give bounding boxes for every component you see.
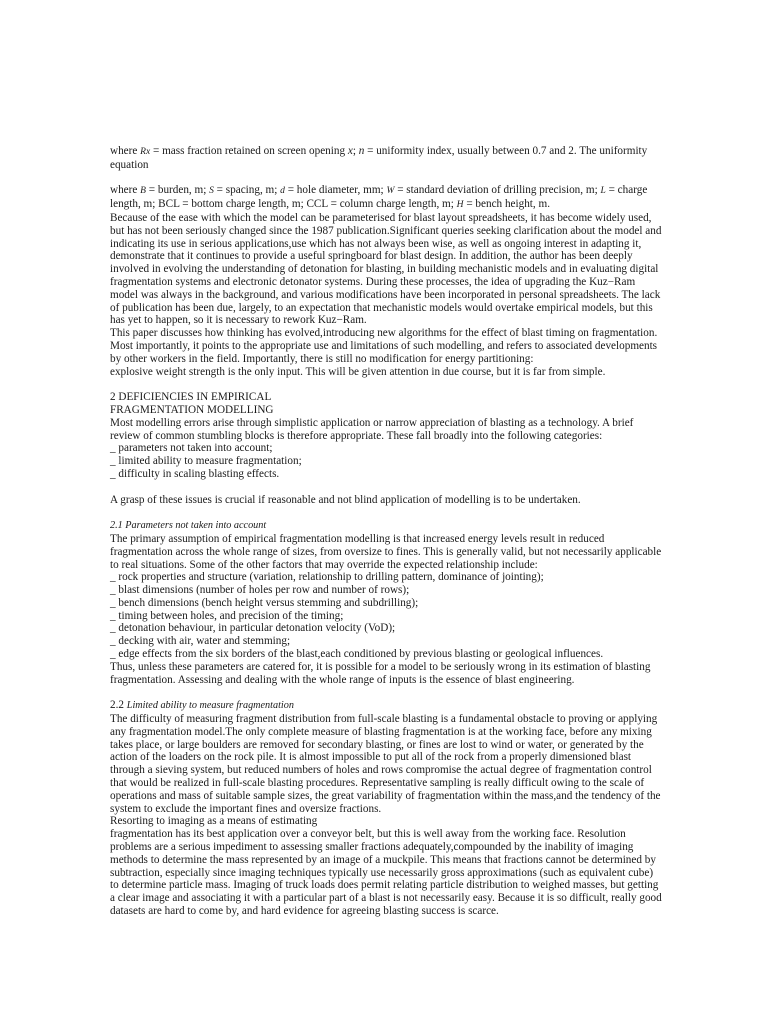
rx-definition: where Rx = mass fraction retained on screen opening x; n = uniformity index, usually between 0.7 and 2. The uniformity equation [110,145,648,171]
list-item: _ edge effects from the six borders of the blast,each conditioned by previous blasting or geological influences. [110,648,604,661]
section-2-2-heading: 2.2 Limited ability to measure fragmentation [110,699,294,712]
list-item: _ parameters not taken into account; [110,442,273,455]
section-2-2-paragraph-2: Resorting to imaging as a means of estimating [110,815,318,828]
section-2-2-paragraph-1: The difficulty of measuring fragment distribution from full-scale blasting is a fundamental obstacle to proving or applying any fragmentation model.The only complete measure of blasting fragmentation is at the working face, before any mixing takes place, or large boulders are removed for secondary blasting, or fines are lost to wind or water, or generated by the action of the loaders on the rock pile. It is almost impossible to put all of the rock from a properly dimensioned blast through a sieving system, but reduced numbers of holes and rows compromise the actual degree of fragmentation control that would be realized in full-scale blasting procedures. Representative sampling is really difficult owing to the scale of operations and mass of suitable sample sizes, the great variability of fragmentation within the mass,and the tendency of the system to exclude the important fines and oversize fractions. [110,713,661,815]
intro-paragraph-2: This paper discusses how thinking has evolved,introducing new algorithms for the effect of blast timing on fragmentation. Most importantly, it points to the appropriate use and limitations of such modelling, and refers to associated developments by other workers in the field. Importantly, there is still no modification for energy partitioning: [110,327,658,365]
list-item: _ difficulty in scaling blasting effects. [110,467,280,480]
section-2-list [110,442,662,480]
list-item: _ rock properties and structure (variation, relationship to drilling pattern, dominance of jointing); [110,571,544,584]
variable-definitions: where B = burden, m; S = spacing, m; d = hole diameter, mm; W = standard deviation of drilling precision, m; L = charge length, m; BCL = bottom charge length, m; CCL = column charge length, m; H = bench height, m. [110,184,648,211]
section-2-1-paragraph-2: Thus, unless these parameters are catered for, it is possible for a model to be seriously wrong in its estimation of blasting fragmentation. Assessing and dealing with the whole range of inputs is the essence of blast engineering. [110,660,651,686]
section-2-heading: 2 DEFICIENCIES IN EMPIRICAL FRAGMENTATION MODELLING [110,391,274,416]
section-2-1-heading: 2.1 Parameters not taken into account [110,520,267,532]
list-item: _ timing between holes, and precision of the timing; [110,609,344,622]
section-2-paragraph-2: A grasp of these issues is crucial if reasonable and not blind application of modelling is to be undertaken. [110,493,581,506]
list-item: _ detonation behaviour, in particular detonation velocity (VoD); [110,622,396,635]
section-2-1-paragraph-1: The primary assumption of empirical fragmentation modelling is that increased energy levels result in reduced fragmentation across the whole range of sizes, from oversize to fines. This is generally valid, but not necessarily applicable to real situations. Some of the other factors that may override the expected relationship include: [110,532,662,571]
intro-paragraph-1: Because of the ease with which the model can be parameterised for blast layout spreadsheets, it has become widely used, but has not been seriously changed since the 1987 publication.Significant queries seeking clarification about the model and indicating its use in serious applications,use which has not always been wise, as well as ongoing interest in adapting it, demonstrate that it continues to provide a useful springboard for blast design. In addition, the author has been deeply involved in evolving the understanding of detonation for blasting, in building mechanistic models and in evaluating digital fragmentation systems and electronic detonator systems. During these processes, the idea of upgrading the Kuz−Ram model was always in the background, and various modifications have been incorporated in personal spreadsheets. The lack of publication has been due, largely, to an expectation that mechanistic models would overtake empirical models, but this has yet to happen, so it is necessary to rework Kuz−Ram. [110,211,662,327]
section-2-2-paragraph-3: fragmentation has its best application over a conveyor belt, but this is well away from the working face. Resolution problems are a serious impediment to assessing smaller fractions adequately,compounded by the inability of imaging methods to determine the mass represented by an image of a muckpile. This means that fractions cannot be determined by subtraction, especially since imaging techniques typically use necessarily gross approximations (such as equivalent cube) to determine particle mass. Imaging of truck loads does permit relating particle distribution to weighed masses, but getting a clear image and associating it with a particular part of a blast is not necessarily easy. Because it is so difficult, really good datasets are hard to come by, and hard evidence for agreeing blasting success is scarce. [110,828,662,918]
list-item: _ bench dimensions (bench height versus stemming and subdrilling); [110,596,419,609]
list-item: _ limited ability to measure fragmentation; [110,455,302,468]
list-item: _ blast dimensions (number of holes per row and number of rows); [110,584,410,597]
intro-paragraph-3: explosive weight strength is the only input. This will be given attention in due course, but it is far from simple. [110,365,606,378]
section-2-1-list [110,571,662,661]
document-page [110,145,662,918]
list-item: _ decking with air, water and stemming; [110,635,291,648]
section-2-paragraph-1: Most modelling errors arise through simplistic application or narrow appreciation of blasting as a technology. A brief review of common stumbling blocks is therefore appropriate. These fall broadly into the following categories: [110,416,634,442]
